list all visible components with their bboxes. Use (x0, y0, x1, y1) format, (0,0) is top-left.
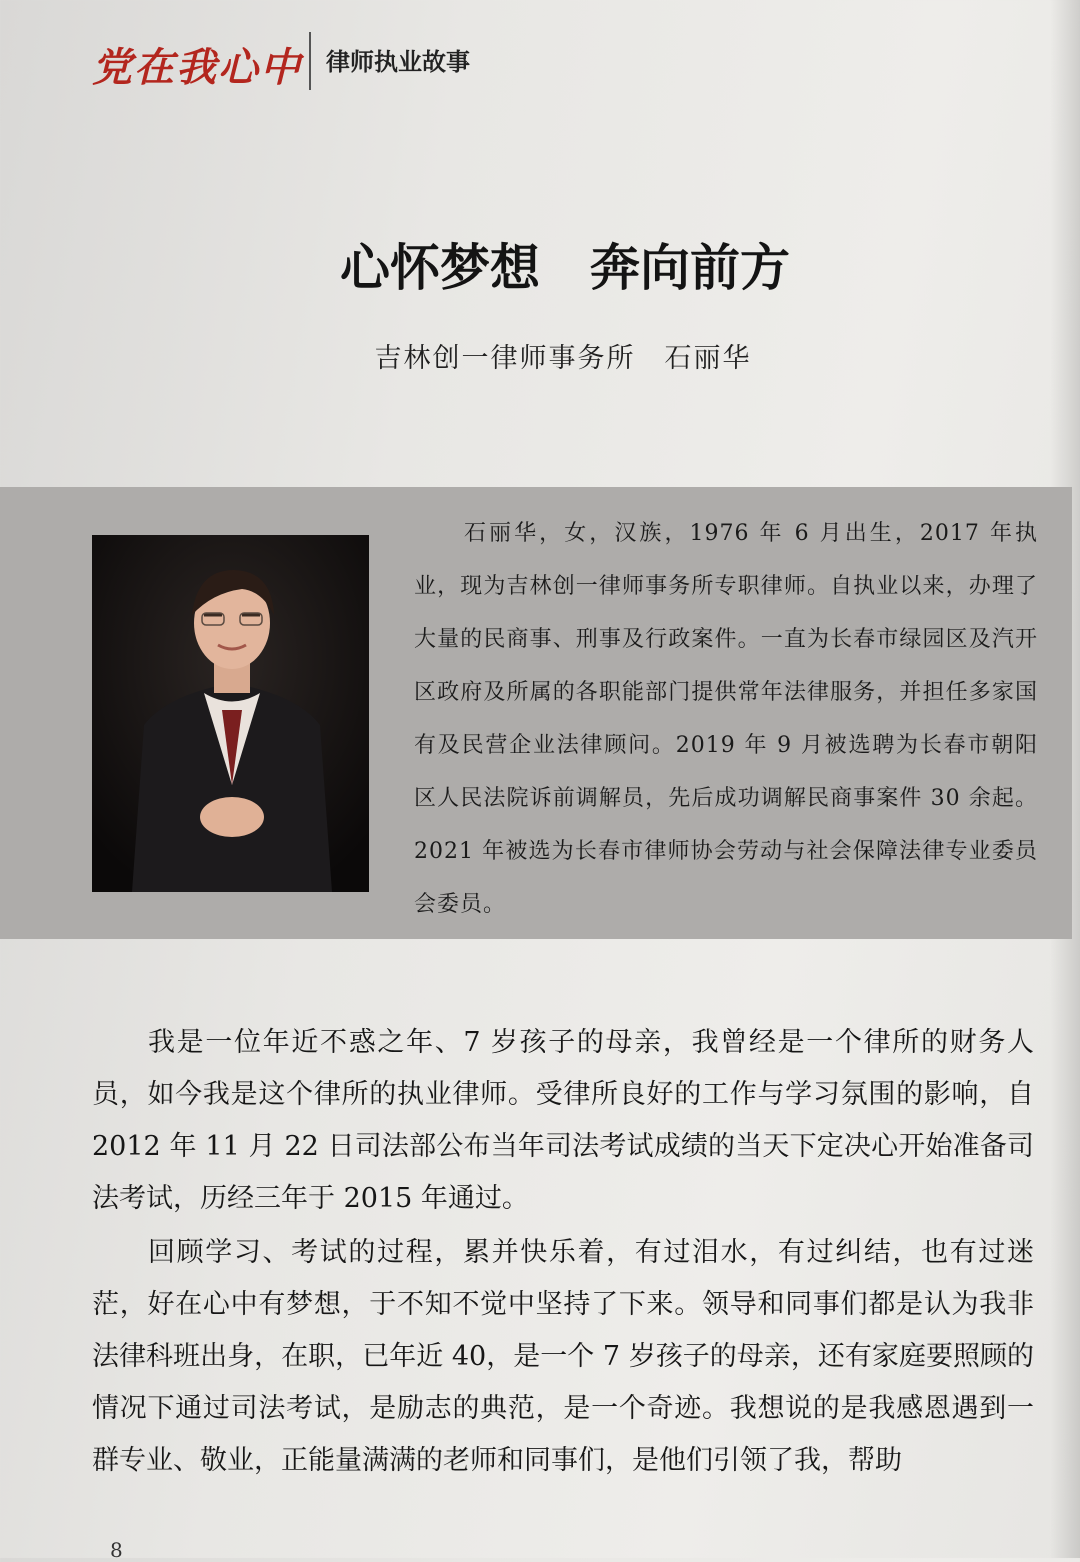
article-title: 心怀梦想 奔向前方 (340, 239, 790, 297)
header-divider (309, 32, 311, 90)
author-portrait-photo (92, 535, 369, 892)
bio-paragraph: 石丽华，女，汉族，1976 年 6 月出生，2017 年执业，现为吉林创一律师事务所专职律师。自执业以来，办理了大量的民商事、刑事及行政案件。一直为长春市绿园区及汽开区政府及所属的各职能部门提供常年法律服务，并担任多家国有及民营企业法律顾问。2019 年 9 月被选聘为长春市朝阳区人民法院诉前调解员，先后成功调解民商事案件 30 余起。2021 年被选为长春市律师协会劳动与社会保障法律专业委员会委员。 (414, 521, 1038, 917)
author-bio-text (414, 507, 1038, 931)
column-section-title: 律师执业故事 (326, 48, 470, 76)
body-paragraph: 我是一位年近不惑之年、7 岁孩子的母亲，我曾经是一个律所的财务人员，如今我是这个律所的执业律师。受律所良好的工作与学习氛围的影响，自 2012 年 11 月 22 日司法部公布当年司法考试成绩的当天下定决心开始准备司法考试，历经三年于 2015 年通过。 (92, 1027, 1034, 1214)
article-byline: 吉林创一律师事务所 石丽华 (374, 343, 752, 374)
article-body (92, 1017, 1034, 1489)
column-brand: 党在我心中 (92, 44, 302, 91)
body-paragraph: 回顾学习、考试的过程，累并快乐着，有过泪水，有过纠结，也有过迷茫，好在心中有梦想，于不知不觉中坚持了下来。领导和同事们都是认为我非法律科班出身，在职，已年近 40，是一个 7 岁孩子的母亲，还有家庭要照顾的情况下通过司法考试，是励志的典范，是一个奇迹。我想说的是我感恩遇到一群专业、敬业，正能量满满的老师和同事们，是他们引领了我，帮助 (92, 1237, 1034, 1476)
author-bio-panel (0, 487, 1072, 939)
portrait-illustration (92, 535, 369, 892)
page-number: 8 (110, 1538, 123, 1562)
